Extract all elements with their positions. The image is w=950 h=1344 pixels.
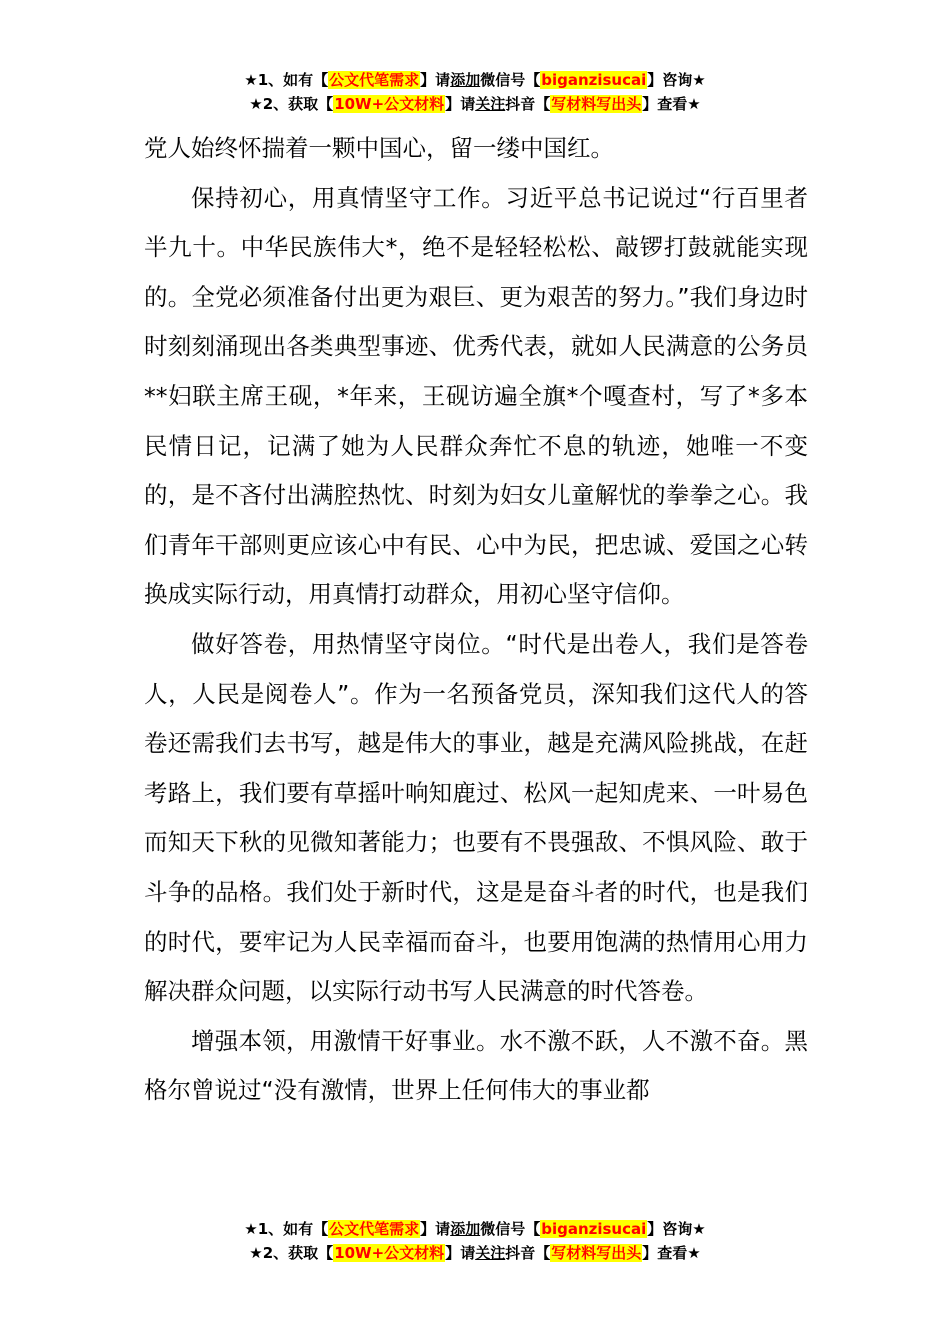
- banner-text: 】查看★: [642, 95, 701, 113]
- highlight-materials: 10W+公文材料: [334, 95, 445, 113]
- highlight-douyin-account: 写材料写出头: [551, 95, 642, 113]
- banner-text: 】咨询★: [647, 71, 706, 89]
- paragraph: 增强本领，用激情干好事业。水不激不跃，人不激不奋。黑格尔曾说过“没有激情，世界上任何伟大的事业都: [144, 1026, 808, 1105]
- banner-text: ★1、如有【: [244, 71, 329, 89]
- highlight-wechat-id: biganzisucai: [541, 71, 647, 89]
- paragraph: 做好答卷，用热情坚守岗位。“时代是出卷人，我们是答卷人，人民是阅卷人”。作为一名预备党员，深知我们这代人的答卷还需我们去书写，越是伟大的事业，越是充满风险挑战，在赶考路上，我们要有草摇叶响知鹿过、松风一起知虎来、一叶易色而知天下秋的见微知著能力；也要有不畏强敌、不惧风险、敢于斗争的品格。我们处于新时代，这是是奋斗者的时代，也是我们的时代，要牢记为人民幸福而奋斗，也要用饱满的热情用心用力解决群众问题，以实际行动书写人民满意的时代答卷。: [144, 629, 808, 1006]
- banner-text: 抖音【: [505, 95, 551, 113]
- underlined-text: 关注: [475, 1244, 506, 1262]
- banner-text: ★1、如有【: [244, 1220, 329, 1238]
- banner-line-1: [0, 1217, 950, 1241]
- highlight-service: 公文代笔需求: [329, 1220, 420, 1238]
- banner-text: 】请: [445, 1244, 476, 1262]
- highlight-douyin-account: 写材料写出头: [551, 1244, 642, 1262]
- highlight-wechat-id: biganzisucai: [541, 1220, 647, 1238]
- footer-banner: [0, 1217, 950, 1265]
- paragraph-continuation: 党人始终怀揣着一颗中国心，留一缕中国红。: [144, 134, 614, 162]
- banner-text: 】请: [420, 71, 451, 89]
- banner-line-1: [0, 68, 950, 92]
- banner-text: 抖音【: [505, 1244, 551, 1262]
- highlight-materials: 10W+公文材料: [334, 1244, 445, 1262]
- banner-text: 】请: [420, 1220, 451, 1238]
- header-banner: [0, 68, 950, 116]
- banner-text: 微信号【: [480, 71, 541, 89]
- banner-line-2: [0, 92, 950, 116]
- banner-text: 】咨询★: [647, 1220, 706, 1238]
- banner-text: 微信号【: [480, 1220, 541, 1238]
- underlined-text: 关注: [475, 95, 506, 113]
- banner-text: ★2、获取【: [249, 1244, 334, 1262]
- underlined-text: 添加: [450, 71, 481, 89]
- banner-text: 】查看★: [642, 1244, 701, 1262]
- document-body: [144, 124, 808, 1116]
- paragraph: 保持初心，用真情坚守工作。习近平总书记说过“行百里者半九十。中华民族伟大*，绝不是轻轻松松、敲锣打鼓就能实现的。全党必须准备付出更为艰巨、更为艰苦的努力。”我们身边时时刻刻涌现出各类典型事迹、优秀代表，就如人民满意的公务员**妇联主席王砚，*年来，王砚访遍全旗*个嘎查村，写了*多本民情日记，记满了她为人民群众奔忙不息的轨迹，她唯一不变的，是不吝付出满腔热忱、时刻为妇女儿童解忧的拳拳之心。我们青年干部则更应该心中有民、心中为民，把忠诚、爱国之心转换成实际行动，用真情打动群众，用初心坚守信仰。: [144, 183, 808, 609]
- highlight-service: 公文代笔需求: [329, 71, 420, 89]
- banner-line-2: [0, 1241, 950, 1265]
- banner-text: ★2、获取【: [249, 95, 334, 113]
- underlined-text: 添加: [450, 1220, 481, 1238]
- banner-text: 】请: [445, 95, 476, 113]
